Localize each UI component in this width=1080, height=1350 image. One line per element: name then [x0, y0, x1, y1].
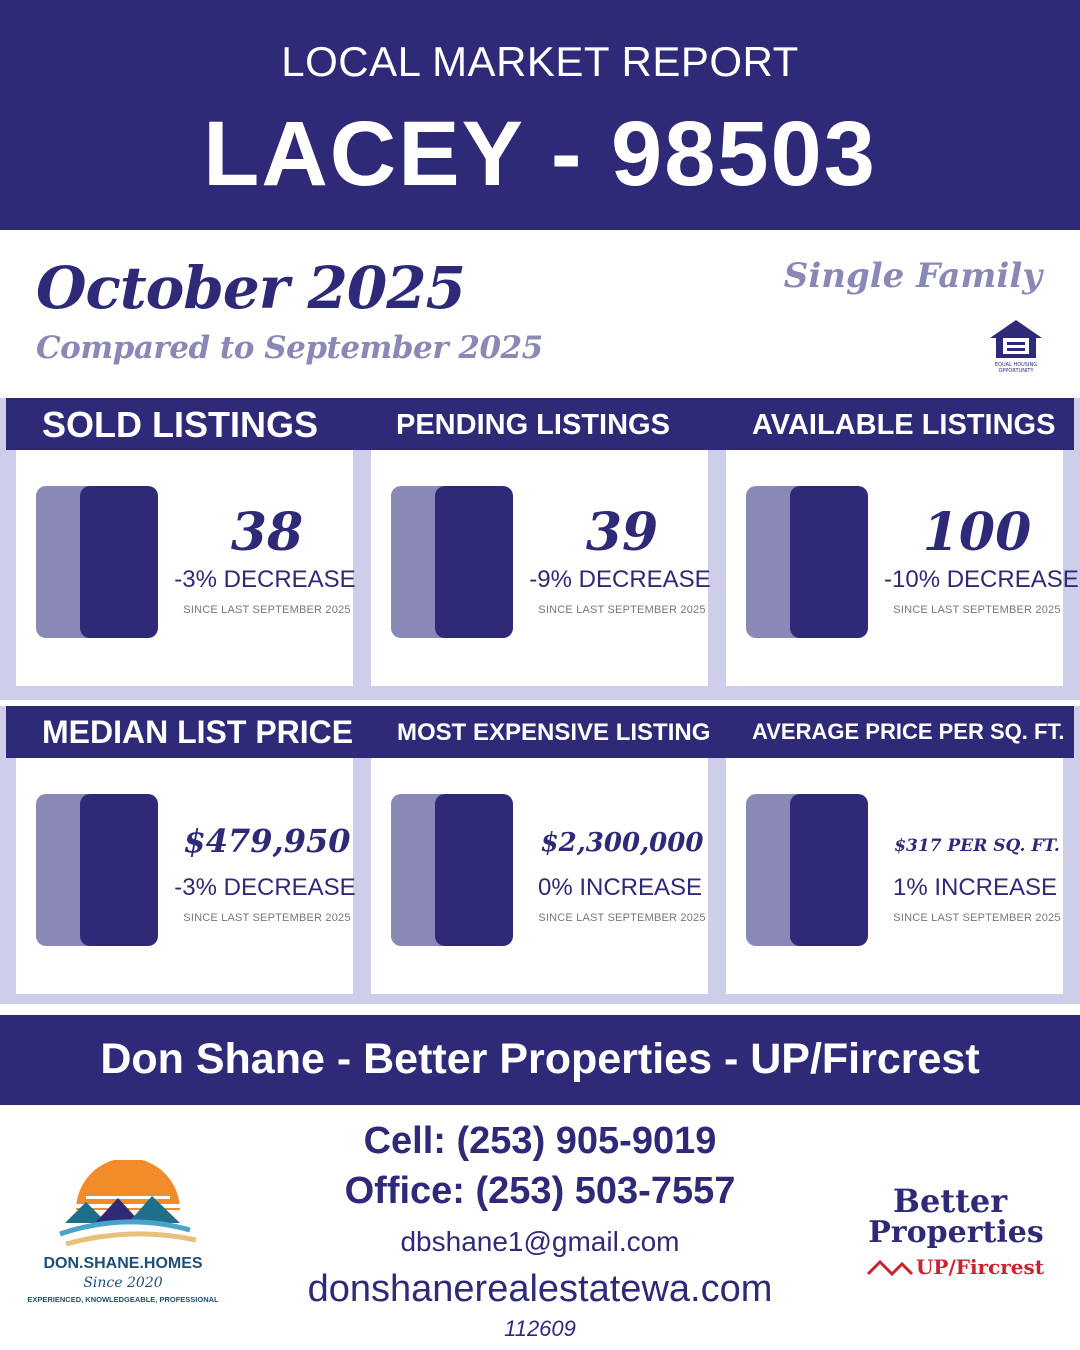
- sold-listings-change: -3% DECREASE: [174, 566, 356, 593]
- card-graphic-front: [435, 486, 513, 638]
- most-expensive-listing-since: SINCE LAST SEPTEMBER 2025: [538, 912, 706, 924]
- pending-listings-label: PENDING LISTINGS: [396, 409, 670, 441]
- most-expensive-listing-change: 0% INCREASE: [537, 874, 703, 901]
- sold-listings-label: SOLD LISTINGS: [42, 404, 319, 445]
- pending-listings-change: -9% DECREASE: [529, 566, 711, 593]
- report-month: October 2025: [36, 254, 465, 322]
- median-list-price-card: [16, 758, 356, 994]
- comparison-period: Compared to September 2025: [36, 330, 543, 366]
- most-expensive-listing-card: [371, 758, 708, 994]
- median-list-price-label: MEDIAN LIST PRICE: [42, 714, 354, 750]
- avg-price-per-sqft-since: SINCE LAST SEPTEMBER 2025: [893, 912, 1061, 924]
- cell-phone[interactable]: Cell: (253) 905-9019: [363, 1120, 717, 1162]
- median-list-price-since: SINCE LAST SEPTEMBER 2025: [183, 912, 351, 924]
- logo-right-line1: Better: [892, 1182, 1008, 1220]
- report-header: [0, 0, 1080, 230]
- office-phone[interactable]: Office: (253) 503-7557: [344, 1170, 736, 1212]
- median-list-price-change: -3% DECREASE: [174, 874, 356, 901]
- logo-left-tagline: EXPERIENCED, KNOWLEDGEABLE, PROFESSIONAL: [27, 1295, 219, 1304]
- better-properties-logo: [862, 1182, 1052, 1282]
- sold-listings-since: SINCE LAST SEPTEMBER 2025: [183, 604, 351, 616]
- median-list-price-value: $479,950: [183, 822, 351, 860]
- avg-price-per-sqft-change: 1% INCREASE: [892, 874, 1058, 901]
- property-type: Single Family: [783, 256, 1042, 296]
- most-expensive-listing-value: $2,300,000: [540, 828, 704, 858]
- available-listings-since: SINCE LAST SEPTEMBER 2025: [893, 604, 1061, 616]
- most-expensive-listing-label: MOST EXPENSIVE LISTING: [397, 719, 711, 746]
- license-number: 112609: [504, 1316, 576, 1341]
- available-listings-card: [726, 450, 1079, 686]
- sold-listings-value: 38: [230, 502, 304, 563]
- agent-banner-text: Don Shane - Better Properties - UP/Fircrest: [100, 1035, 980, 1083]
- available-listings-label: AVAILABLE LISTINGS: [752, 409, 1056, 441]
- card-graphic-front: [80, 486, 158, 638]
- card-graphic-front: [435, 794, 513, 946]
- logo-left-name: DON.SHANE.HOMES: [43, 1255, 203, 1272]
- report-title: LACEY - 98503: [203, 103, 877, 205]
- available-listings-change: -10% DECREASE: [884, 566, 1079, 593]
- eho-text-line1: EQUAL HOUSING: [994, 362, 1038, 368]
- avg-price-per-sqft-value: $317 PER SQ. FT.: [894, 836, 1060, 856]
- logo-left-since: Since 2020: [83, 1275, 163, 1291]
- available-listings-value: 100: [922, 502, 1032, 563]
- card-graphic-front: [790, 794, 868, 946]
- pending-listings-value: 39: [585, 502, 659, 563]
- avg-price-per-sqft-card: [726, 758, 1063, 994]
- pending-listings-since: SINCE LAST SEPTEMBER 2025: [538, 604, 706, 616]
- sold-listings-card: [16, 450, 356, 686]
- equal-housing-opportunity-icon: [986, 318, 1046, 374]
- agent-banner: [0, 1015, 1080, 1105]
- logo-right-line2: Properties: [868, 1215, 1044, 1250]
- don-shane-homes-logo: [20, 1160, 230, 1310]
- card-graphic-front: [790, 486, 868, 638]
- logo-right-line3: UP/Fircrest: [915, 1255, 1045, 1279]
- eho-text-line2: OPPORTUNITY: [998, 368, 1034, 374]
- card-graphic-front: [80, 794, 158, 946]
- avg-price-per-sqft-label: AVERAGE PRICE PER SQ. FT.: [752, 719, 1065, 744]
- report-subtitle: LOCAL MARKET REPORT: [281, 38, 799, 85]
- pending-listings-card: [371, 450, 711, 686]
- email-link[interactable]: dbshane1@gmail.com: [400, 1226, 680, 1257]
- website-link[interactable]: donshanerealestatewa.com: [307, 1268, 773, 1310]
